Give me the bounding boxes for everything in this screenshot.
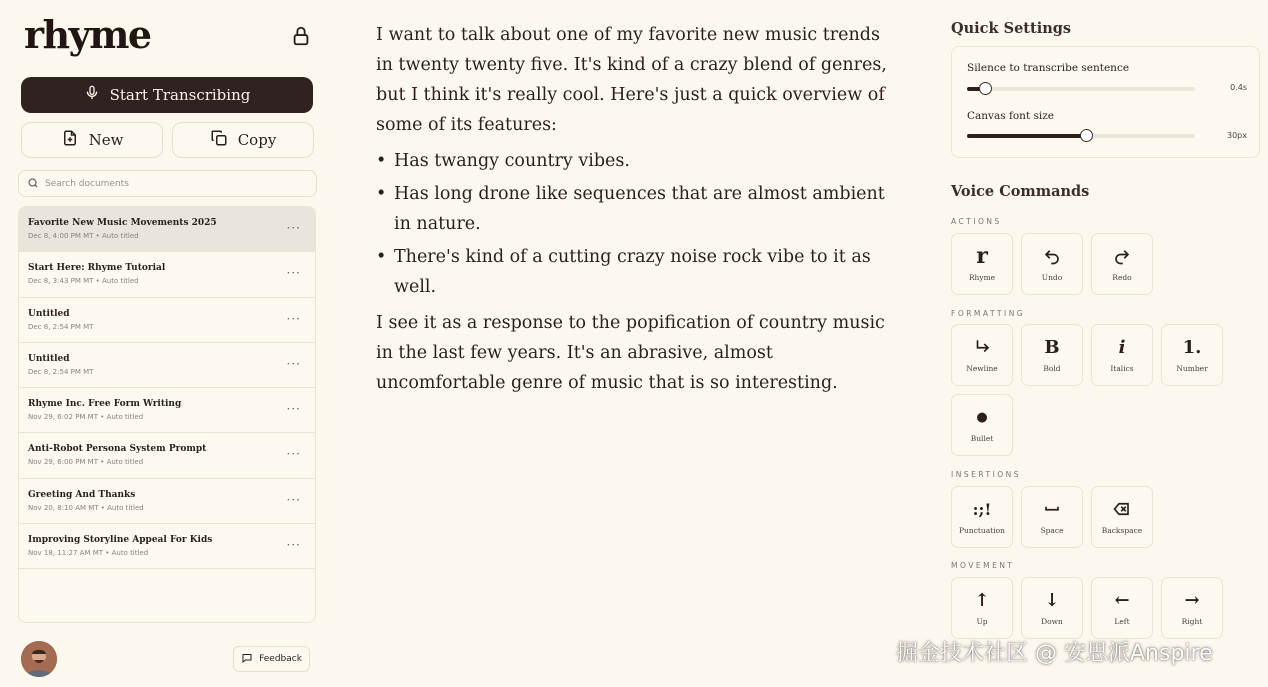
formatting-group-label: FORMATTING bbox=[951, 309, 1026, 318]
space-icon bbox=[1043, 499, 1061, 519]
more-options-icon[interactable]: ··· bbox=[286, 311, 301, 326]
document-meta: Dec 8, 2:54 PM MT bbox=[28, 322, 94, 331]
number-command[interactable] bbox=[1161, 324, 1223, 386]
start-transcribing-label: Start Transcribing bbox=[109, 86, 251, 104]
more-options-icon[interactable]: ··· bbox=[286, 356, 301, 371]
bullet-command[interactable] bbox=[951, 394, 1013, 456]
document-meta: Nov 29, 6:00 PM MT • Auto titled bbox=[28, 458, 144, 467]
backspace-icon bbox=[1113, 499, 1131, 519]
number-list-icon: 1. bbox=[1182, 336, 1202, 358]
bullet-icon: ● bbox=[976, 409, 988, 425]
start-transcribing-button[interactable] bbox=[21, 77, 313, 113]
command-label: Bold bbox=[1043, 364, 1061, 373]
document-title: Rhyme Inc. Free Form Writing bbox=[28, 399, 182, 410]
more-options-icon[interactable]: ··· bbox=[286, 447, 301, 462]
search-box bbox=[18, 170, 317, 197]
more-options-icon[interactable]: ··· bbox=[286, 266, 301, 281]
copy-button[interactable] bbox=[172, 122, 314, 158]
chat-bubble-icon bbox=[241, 652, 253, 667]
silence-value: 0.4s bbox=[1230, 83, 1247, 92]
undo-icon bbox=[1043, 246, 1061, 266]
editor-paragraph: I see it as a response to the popification of country music in the last few years. It's an abrasive, almost uncomfortable genre of music that is so interesting. bbox=[376, 313, 885, 393]
document-item[interactable] bbox=[19, 479, 315, 524]
search-input[interactable] bbox=[45, 179, 305, 189]
slider-fill bbox=[967, 134, 1086, 138]
command-label: Redo bbox=[1112, 273, 1132, 282]
command-label: Rhyme bbox=[968, 273, 996, 282]
newline-arrow-icon bbox=[973, 337, 991, 357]
quick-settings-title: Quick Settings bbox=[951, 20, 1072, 37]
italics-icon: i bbox=[1118, 336, 1126, 358]
movement-group-label: MOVEMENT bbox=[951, 561, 1015, 570]
quick-settings-box bbox=[951, 46, 1260, 158]
bullet-item: • There's kind of a cutting crazy noise rock vibe to it as well. bbox=[376, 242, 896, 302]
command-label: Left bbox=[1114, 617, 1130, 626]
document-editor[interactable] bbox=[376, 20, 896, 404]
arrow-down-icon: ↓ bbox=[1044, 589, 1060, 611]
search-icon bbox=[27, 174, 39, 193]
command-label: Newline bbox=[966, 364, 998, 373]
feedback-label: Feedback bbox=[259, 654, 302, 664]
insertions-group-label: INSERTIONS bbox=[951, 470, 1022, 479]
command-label: Bullet bbox=[970, 434, 994, 443]
font-size-value: 30px bbox=[1227, 131, 1247, 140]
new-document-button[interactable] bbox=[21, 122, 163, 158]
file-plus-icon bbox=[61, 129, 79, 151]
document-meta: Dec 8, 4:00 PM MT • Auto titled bbox=[28, 232, 139, 240]
copy-label: Copy bbox=[237, 131, 277, 149]
arrow-up-icon: ↑ bbox=[974, 589, 990, 611]
left-command[interactable] bbox=[1091, 577, 1153, 639]
rhyme-icon: r bbox=[976, 243, 988, 269]
new-label: New bbox=[88, 131, 124, 149]
document-title: Untitled bbox=[28, 353, 70, 364]
command-label: Right bbox=[1181, 617, 1203, 626]
document-item[interactable] bbox=[19, 207, 315, 252]
command-label: Down bbox=[1041, 617, 1063, 626]
bold-command[interactable] bbox=[1021, 324, 1083, 386]
redo-icon bbox=[1113, 246, 1131, 266]
document-title: Improving Storyline Appeal For Kids bbox=[28, 535, 213, 546]
bold-icon: B bbox=[1044, 336, 1060, 358]
slider-thumb[interactable] bbox=[1080, 129, 1093, 142]
down-command[interactable] bbox=[1021, 577, 1083, 639]
document-title: Favorite New Music Movements 2025 bbox=[28, 218, 217, 228]
font-size-slider[interactable] bbox=[967, 134, 1195, 138]
right-command[interactable] bbox=[1161, 577, 1223, 639]
document-item[interactable] bbox=[19, 298, 315, 343]
watermark: 掘金技术社区 @ 安思派Anspire bbox=[896, 641, 1213, 666]
document-item[interactable] bbox=[19, 343, 315, 388]
space-command[interactable] bbox=[1021, 486, 1083, 548]
italics-command[interactable] bbox=[1091, 324, 1153, 386]
document-title: Untitled bbox=[28, 308, 70, 319]
document-title: Anti-Robot Persona System Prompt bbox=[28, 444, 207, 455]
slider-thumb[interactable] bbox=[979, 82, 992, 95]
document-list bbox=[18, 206, 316, 623]
more-options-icon[interactable]: ··· bbox=[286, 538, 301, 553]
bullet-item: • Has twangy country vibes. bbox=[376, 146, 896, 176]
more-options-icon[interactable]: ··· bbox=[286, 402, 301, 417]
document-meta: Dec 8, 2:54 PM MT bbox=[28, 367, 94, 376]
newline-command[interactable] bbox=[951, 324, 1013, 386]
undo-command[interactable] bbox=[1021, 233, 1083, 295]
command-label: Undo bbox=[1041, 273, 1063, 282]
up-command[interactable] bbox=[951, 577, 1013, 639]
redo-command[interactable] bbox=[1091, 233, 1153, 295]
document-meta: Nov 18, 11:27 AM MT • Auto titled bbox=[28, 549, 149, 558]
lock-icon[interactable] bbox=[290, 25, 312, 47]
punctuation-icon: :;! bbox=[972, 499, 992, 519]
command-label: Number bbox=[1176, 364, 1208, 373]
document-meta: Nov 20, 8:10 AM MT • Auto titled bbox=[28, 503, 144, 512]
backspace-command[interactable] bbox=[1091, 486, 1153, 548]
document-item[interactable] bbox=[19, 433, 315, 478]
more-options-icon[interactable]: ··· bbox=[286, 221, 301, 235]
editor-paragraph: I want to talk about one of my favorite new music trends in twenty twenty five. It's kind of a crazy blend of genres, but I think it's really cool. Here's just a quick overview of some of its features: bbox=[376, 25, 887, 135]
document-title: Greeting And Thanks bbox=[28, 489, 136, 500]
copy-icon bbox=[210, 129, 228, 151]
command-label: Backspace bbox=[1101, 526, 1143, 535]
silence-slider[interactable] bbox=[967, 87, 1195, 91]
command-label: Punctuation bbox=[959, 526, 1005, 535]
silence-setting-label: Silence to transcribe sentence bbox=[967, 62, 1130, 74]
punctuation-command[interactable] bbox=[951, 486, 1013, 548]
feedback-button[interactable] bbox=[233, 646, 310, 672]
document-item[interactable] bbox=[19, 524, 315, 569]
user-avatar[interactable] bbox=[21, 641, 57, 677]
voice-commands-title: Voice Commands bbox=[951, 183, 1090, 200]
document-title: Start Here: Rhyme Tutorial bbox=[28, 263, 166, 274]
command-label: Space bbox=[1040, 526, 1064, 535]
arrow-right-icon: → bbox=[1184, 589, 1200, 611]
command-label: Up bbox=[976, 617, 988, 626]
rhyme-command[interactable] bbox=[951, 233, 1013, 295]
font-size-setting-label: Canvas font size bbox=[967, 110, 1054, 122]
editor-bullet-list bbox=[376, 146, 896, 302]
sidebar bbox=[0, 0, 330, 687]
brand-logo: rhyme bbox=[24, 12, 151, 57]
actions-group-label: ACTIONS bbox=[951, 217, 1002, 226]
arrow-left-icon: ← bbox=[1114, 589, 1130, 611]
document-item[interactable] bbox=[19, 388, 315, 433]
command-label: Italics bbox=[1110, 364, 1134, 373]
document-meta: Dec 8, 3:43 PM MT • Auto titled bbox=[28, 277, 139, 286]
more-options-icon[interactable]: ··· bbox=[286, 492, 301, 507]
bullet-item: • Has long drone like sequences that are almost ambient in nature. bbox=[376, 179, 896, 239]
right-panel bbox=[951, 0, 1268, 687]
document-item[interactable] bbox=[19, 252, 315, 297]
microphone-icon bbox=[84, 84, 100, 106]
document-meta: Nov 29, 6:02 PM MT • Auto titled bbox=[28, 413, 144, 422]
